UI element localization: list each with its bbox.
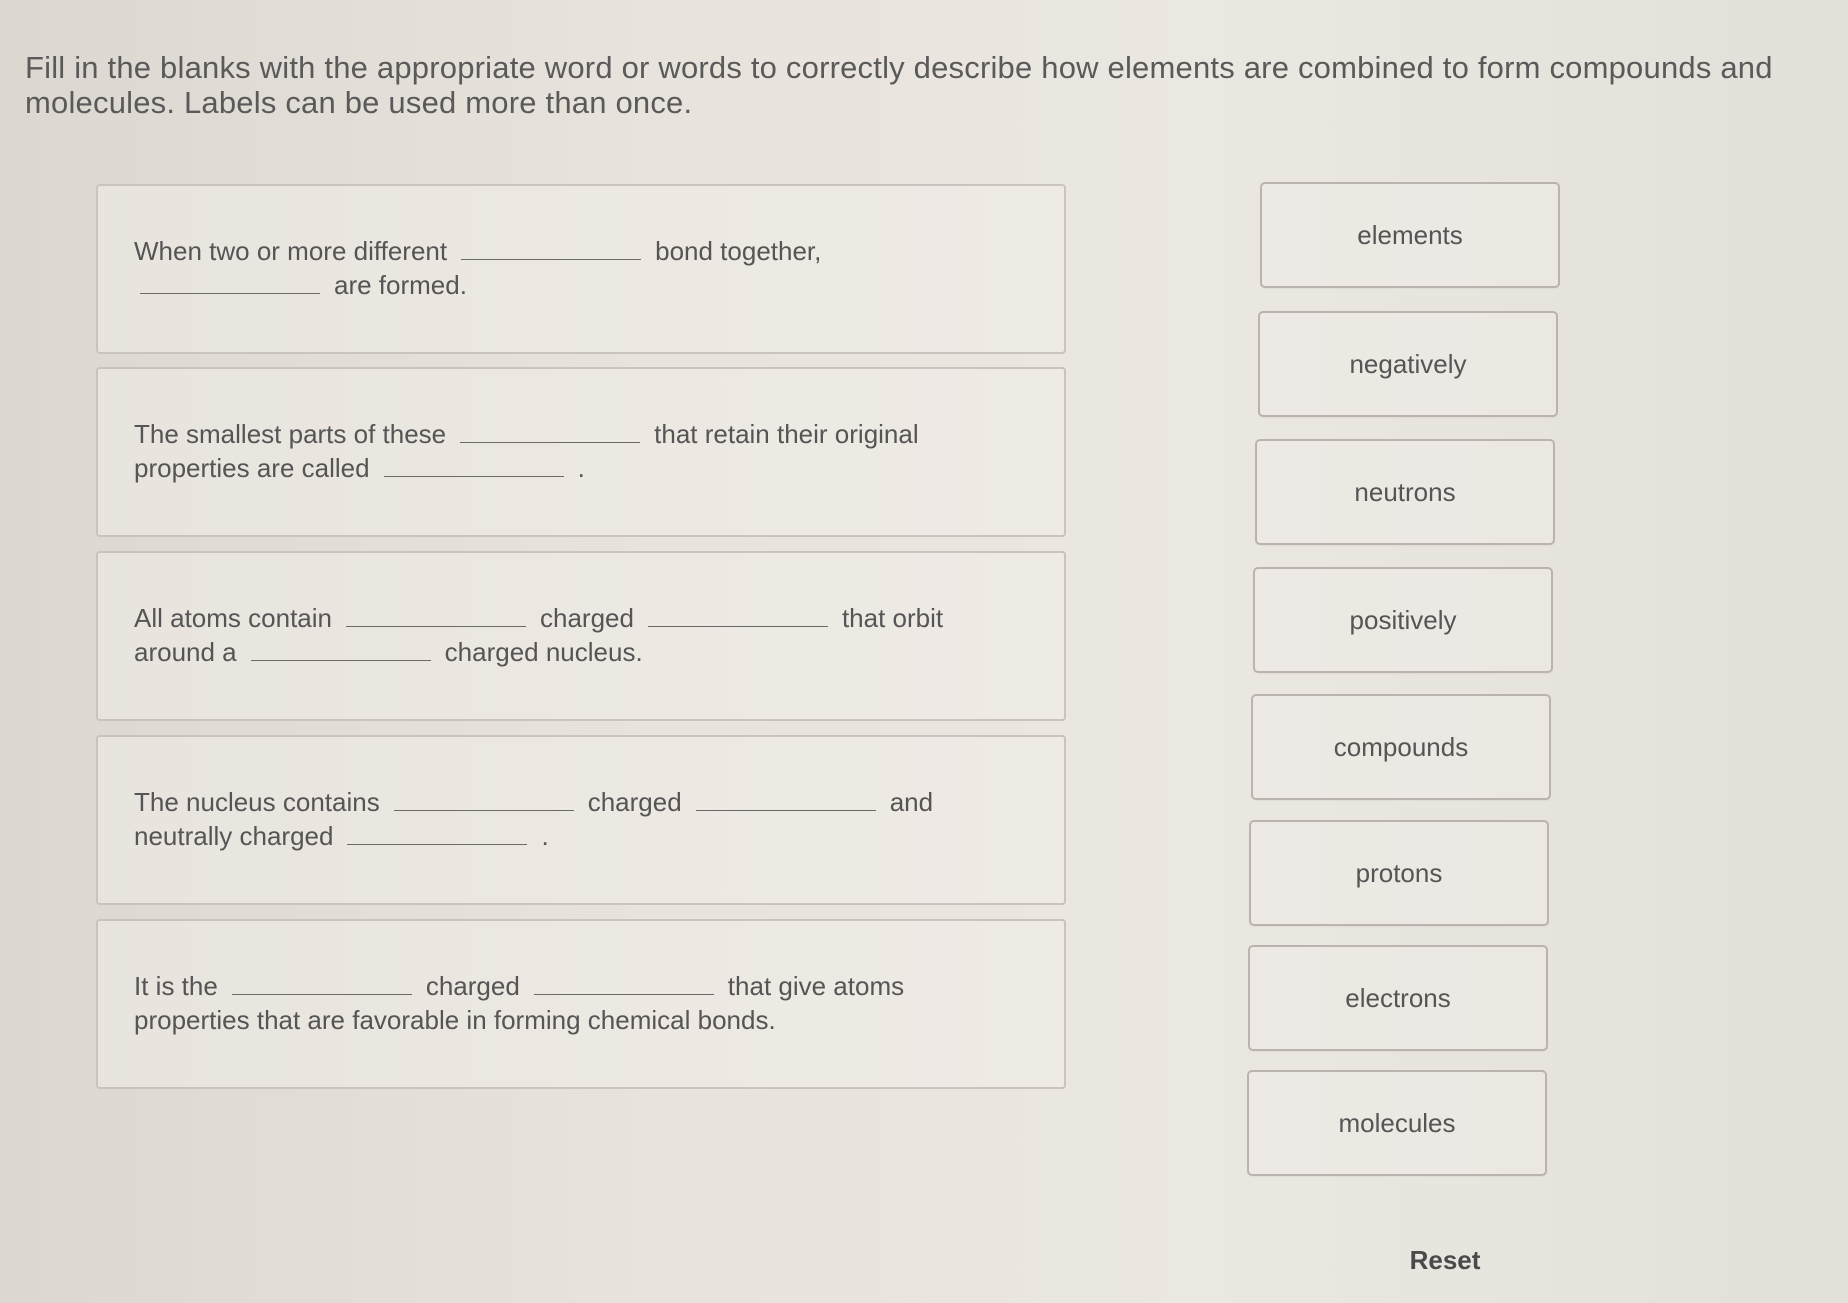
label-card-neutrons[interactable]: neutrons: [1255, 439, 1555, 545]
drop-blank[interactable]: [384, 452, 564, 477]
drop-blank[interactable]: [140, 269, 320, 294]
label-card-negatively[interactable]: negatively: [1258, 311, 1558, 417]
sentence-fragment: and: [889, 787, 934, 817]
sentence-fragment: It is the: [134, 971, 218, 1001]
label-card-compounds[interactable]: compounds: [1251, 694, 1551, 800]
label-card-positively[interactable]: positively: [1253, 567, 1553, 673]
sentence-box-2: [96, 367, 1066, 537]
sentence-fragment: charged: [587, 787, 682, 817]
sentence-box-4: [96, 735, 1066, 905]
label-card-electrons[interactable]: electrons: [1248, 945, 1548, 1051]
label-card-molecules[interactable]: molecules: [1247, 1070, 1547, 1176]
sentence-text-4: [134, 785, 1014, 853]
drop-blank[interactable]: [460, 418, 640, 443]
sentence-box-3: [96, 551, 1066, 721]
sentence-box-1: [96, 184, 1066, 354]
sentence-fragment: properties are called: [134, 453, 370, 483]
drop-blank[interactable]: [347, 820, 527, 845]
sentence-fragment: properties that are favorable in forming chemical bonds.: [134, 1005, 776, 1035]
sentence-text-1: [134, 234, 1014, 302]
drop-blank[interactable]: [461, 235, 641, 260]
drop-blank[interactable]: [394, 786, 574, 811]
sentence-fragment: that orbit: [841, 603, 944, 633]
sentence-fragment: are formed.: [334, 270, 467, 300]
sentence-fragment: around a: [134, 637, 237, 667]
drop-blank[interactable]: [346, 602, 526, 627]
reset-button[interactable]: Reset: [1390, 1238, 1500, 1282]
label-card-protons[interactable]: protons: [1249, 820, 1549, 926]
sentence-fragment: charged: [425, 971, 520, 1001]
sentence-fragment: .: [577, 453, 585, 483]
instructions-text: Fill in the blanks with the appropriate word or words to correctly describe how elements are combined to form compounds and molecules. Labels can be used more than once.: [25, 50, 1773, 120]
sentence-fragment: charged: [539, 603, 634, 633]
label-card-elements[interactable]: elements: [1260, 182, 1560, 288]
sentence-fragment: When two or more different: [134, 236, 448, 266]
sentence-box-5: [96, 919, 1066, 1089]
sentence-text-2: [134, 417, 1014, 485]
sentence-text-5: [134, 969, 1014, 1037]
drop-blank[interactable]: [696, 786, 876, 811]
sentence-fragment: that give atoms: [727, 971, 905, 1001]
sentence-fragment: neutrally charged: [134, 821, 334, 851]
sentence-text-3: [134, 601, 1014, 669]
drop-blank[interactable]: [232, 970, 412, 995]
sentence-fragment: The nucleus contains: [134, 787, 380, 817]
sentence-fragment: All atoms contain: [134, 603, 332, 633]
drop-blank[interactable]: [648, 602, 828, 627]
sentence-fragment: .: [541, 821, 549, 851]
sentence-fragment: bond together,: [655, 236, 822, 266]
sentence-fragment: that retain their original: [654, 419, 919, 449]
sentence-fragment: charged nucleus.: [444, 637, 643, 667]
drop-blank[interactable]: [251, 636, 431, 661]
sentence-fragment: The smallest parts of these: [134, 419, 447, 449]
drop-blank[interactable]: [534, 970, 714, 995]
